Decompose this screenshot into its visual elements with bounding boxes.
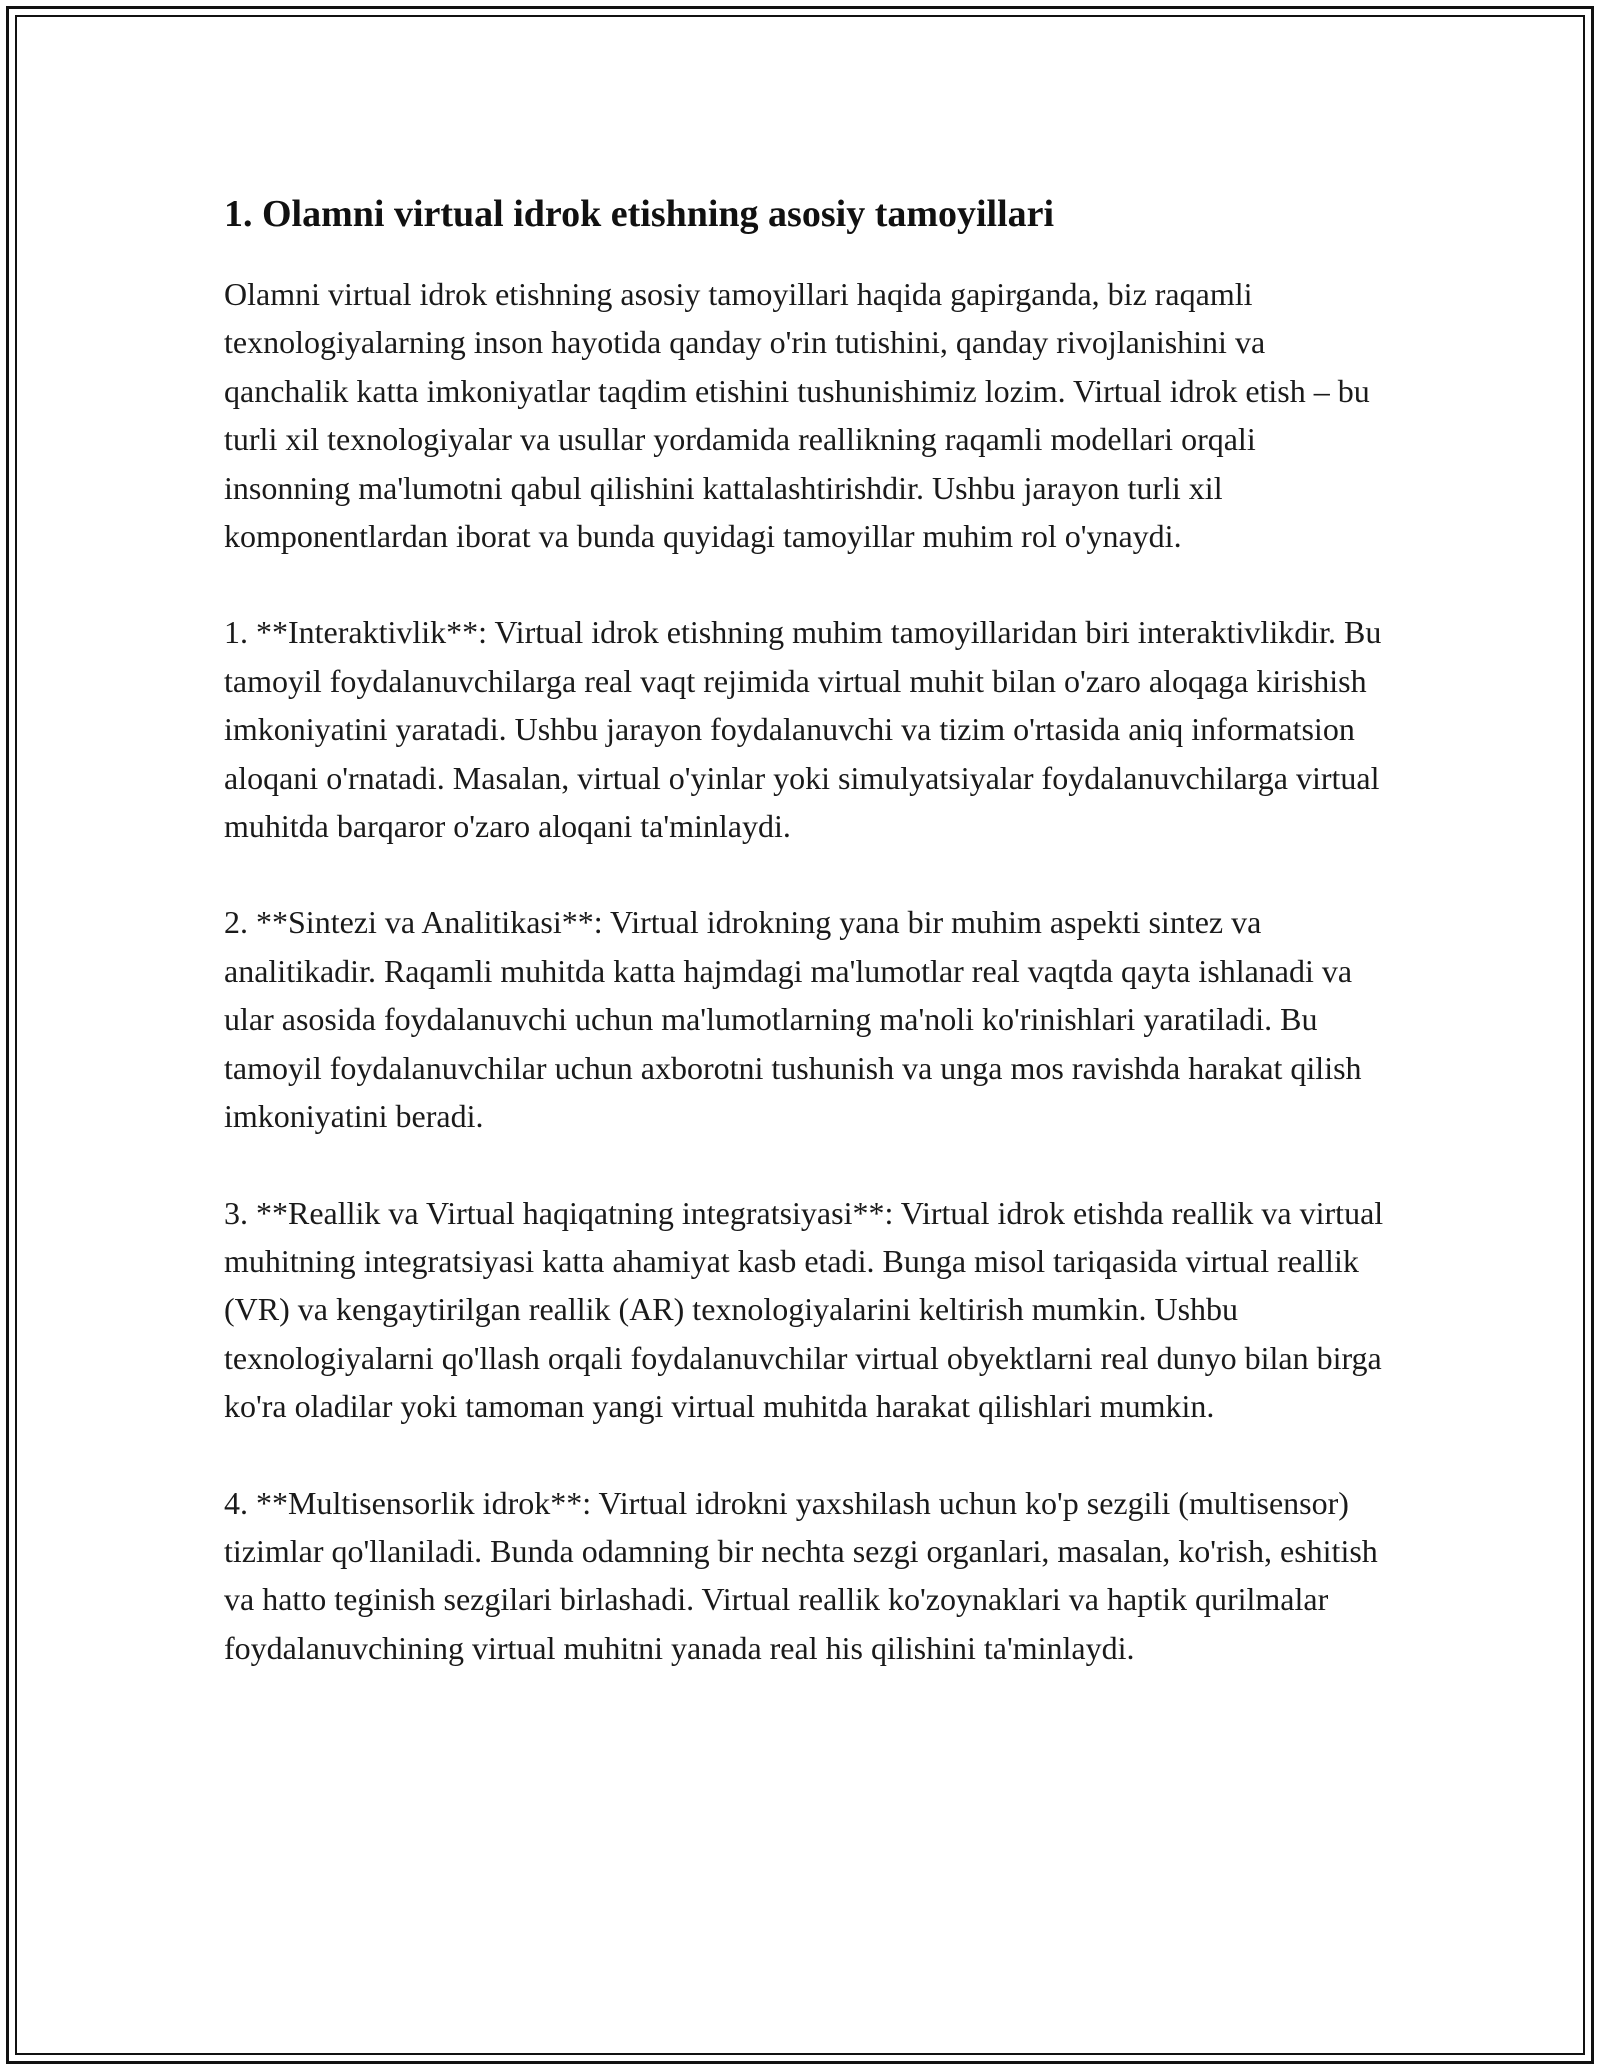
intro-paragraph: Olamni virtual idrok etishning asosiy tamoyillari haqida gapirganda, biz raqamli texnologiyalarning inson hayotida qanday o'rin tutishini, qanday rivojlanishini va qanchalik katta imkoniyatlar taqdim etishini tushunishimiz lozim. Virtual idrok etish – bu turli xil texnologiyalar va usullar yordamida reallikning raqamli modellari orqali insonning ma'lumotni qabul qilishini kattalashtirishdir. Ushbu jarayon turli xil komponentlardan iborat va bunda quyidagi tamoyillar muhim rol o'ynaydi. xyxy=(224,276,1370,555)
principle-synthesis-analytics-paragraph: 2. **Sintezi va Analitikasi**: Virtual idrokning yana bir muhim aspekti sintez va analitikadir. Raqamli muhitda katta hajmdagi ma'lumotlar real vaqtda qayta ishlanadi va ular asosida foydalanuvchi uchun ma'lumotlarning ma'noli ko'rinishlari yaratiladi. Bu tamoyil foydalanuvchilar uchun axborotni tushunish va unga mos ravishda harakat qilish imkoniyatini beradi. xyxy=(224,904,1362,1135)
principle-interactivity-paragraph: 1. **Interaktivlik**: Virtual idrok etishning muhim tamoyillaridan biri interaktivlikdir. Bu tamoyil foydalanuvchilarga real vaqt rejimida virtual muhit bilan o'zaro aloqaga kirishish imkoniyatini yaratadi. Ushbu jarayon foydalanuvchi va tizim o'rtasida aniq informatsion aloqani o'rnatadi. Masalan, virtual o'yinlar yoki simulyatsiyalar foydalanuvchilarga virtual muhitda barqaror o'zaro aloqani ta'minlaydi. xyxy=(224,614,1382,845)
document-body xyxy=(224,182,1384,1672)
principle-reality-virtual-integration-paragraph: 3. **Reallik va Virtual haqiqatning integratsiyasi**: Virtual idrok etishda reallik va virtual muhitning integratsiyasi katta ahamiyat kasb etadi. Bunga misol tariqasida virtual reallik (VR) va kengaytirilgan reallik (AR) texnologiyalarini keltirish mumkin. Ushbu texnologiyalarni qo'llash orqali foydalanuvchilar virtual obyektlarni real dunyo bilan birga ko'ra oladilar yoki tamoman yangi virtual muhitda harakat qilishlari mumkin. xyxy=(224,1194,1384,1425)
principle-multisensory-paragraph: 4. **Multisensorlik idrok**: Virtual idrokni yaxshilash uchun ko'p sezgili (multisensor) tizimlar qo'llaniladi. Bunda odamning bir nechta sezgi organlari, masalan, ko'rish, eshitish va hatto teginish sezgilari birlashadi. Virtual reallik ko'zoynaklari va haptik qurilmalar foydalanuvchining virtual muhitni yanada real his qilishini ta'minlaydi. xyxy=(224,1484,1378,1666)
document-title: 1. Olamni virtual idrok etishning asosiy tamoyillari xyxy=(224,193,1055,235)
